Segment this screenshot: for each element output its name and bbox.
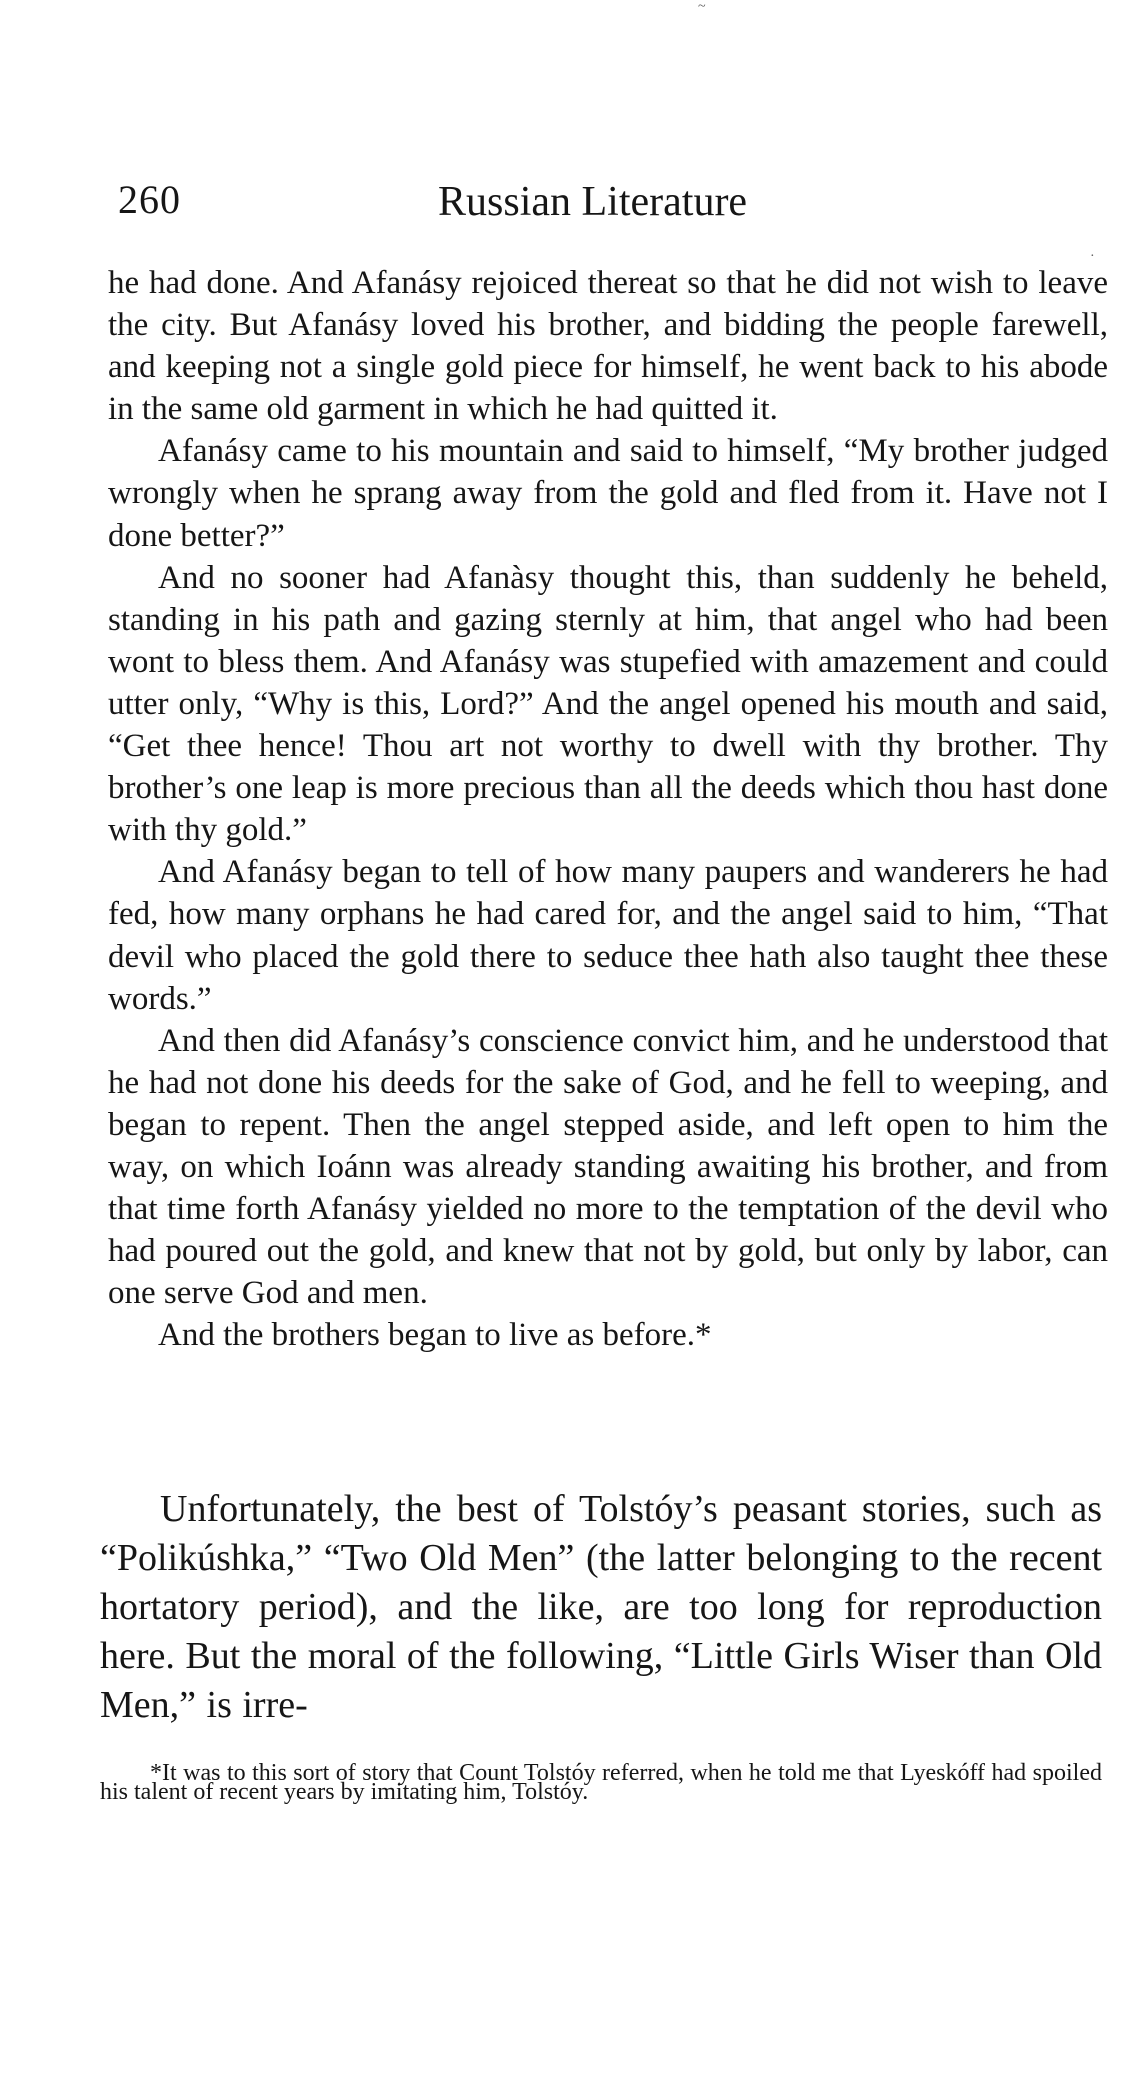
story-text xyxy=(108,262,1108,1356)
story-paragraph-5: And then did Afanásy’s conscience convict him, and he understood that he had not done his deeds for the sake of God, and he fell to weeping, and began to repent. Then the angel stepped aside, and left open to him the way, on which Ioánn was already standing awaiting his brother, and from that time forth Afanásy yielded no more to the temptation of the devil who had poured out the gold, and knew that not by gold, but only by labor, can one serve God and men. xyxy=(108,1022,1108,1312)
print-speck-top: ~ xyxy=(698,0,706,14)
footnote xyxy=(100,1760,1102,1805)
print-speck-right: · xyxy=(1090,249,1095,264)
page-number: 260 xyxy=(118,177,181,222)
story-paragraph-1: he had done. And Afanásy rejoiced thereat so that he did not wish to leave the city. But Afanásy loved his brother, and bidding the people farewell, and keeping not a single gold piece for himself, he went back to his abode in the same old garment in which he had quitted it. xyxy=(108,265,1108,428)
commentary-text xyxy=(100,1485,1102,1730)
story-paragraph-4: And Afanásy began to tell of how many paupers and wanderers he had fed, how many orphans he had cared for, and the angel said to him, “That devil who placed the gold there to seduce thee hath also taught thee these words.” xyxy=(108,854,1108,1017)
footnote-text: *It was to this sort of story that Count Tolstóy referred, when he told me that Lyeskóff had spoiled his talent of recent years by imitating him, Tolstóy. xyxy=(100,1760,1102,1805)
commentary-paragraph: Unfortunately, the best of Tolstóy’s peasant stories, such as “Polikúshka,” “Two Old Men” (the latter belonging to the recent hortatory period), and the like, are too long for reproduction here. But the moral of the following, “Little Girls Wiser than Old Men,” is irre- xyxy=(100,1488,1102,1726)
running-head: Russian Literature xyxy=(438,179,748,225)
story-paragraph-2: Afanásy came to his mountain and said to himself, “My brother judged wrongly when he sprang away from the gold and fled from it. Have not I done better?” xyxy=(108,433,1108,554)
page-header xyxy=(118,170,818,230)
story-paragraph-3: And no sooner had Afanàsy thought this, than suddenly he beheld, standing in his path and gazing sternly at him, that angel who had been wont to bless them. And Afanásy was stupefied with amazement and could utter only, “Why is this, Lord?” And the angel opened his mouth and said, “Get thee hence! Thou art not worthy to dwell with thy brother. Thy brother’s one leap is more precious than all the deeds which thou hast done with thy gold.” xyxy=(108,559,1108,849)
story-paragraph-6: And the brothers began to live as before.* xyxy=(158,1317,712,1354)
